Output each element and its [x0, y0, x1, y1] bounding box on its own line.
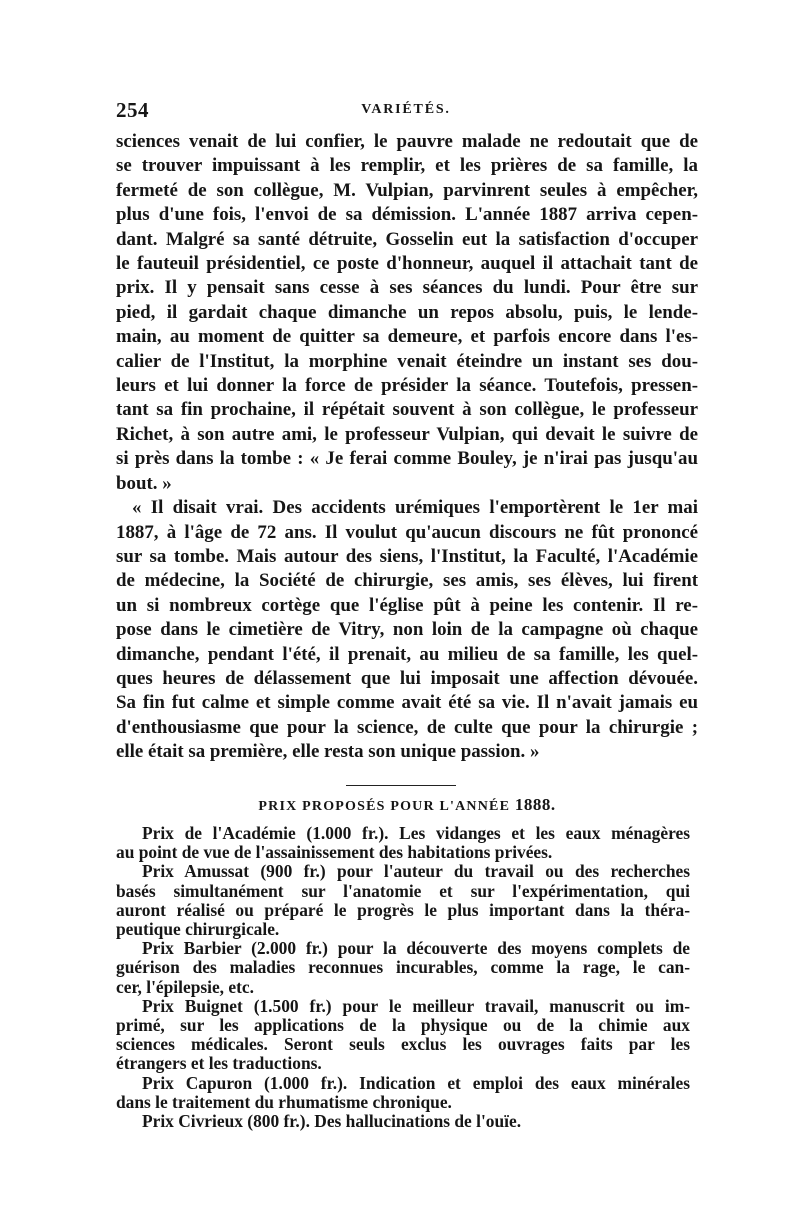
prize-line: sciences médicales. Seront seuls exclus les ouvrages faits par les — [116, 1034, 690, 1055]
text-line: dimanche, pendant l'été, il prenait, au milieu de sa famille, les quel- — [116, 643, 698, 665]
prize-line: Prix Buignet (1.500 fr.) pour le meilleur travail, manuscrit ou im- — [142, 995, 690, 1016]
prize-line: Prix Civrieux (800 fr.). Des hallucinations de l'ouïe. — [142, 1111, 522, 1132]
text-line: se trouver impuissant à les remplir, et les prières de sa famille, la — [116, 155, 698, 177]
prize-line: Prix de l'Académie (1.000 fr.). Les vidanges et les eaux ménagères — [142, 823, 690, 843]
text-line: calier de l'Institut, la morphine venait éteindre un instant ses dou- — [116, 350, 698, 372]
text-line: elle était sa première, elle resta son unique passion. » — [116, 741, 540, 763]
prize-line: primé, sur les applications de la physique ou de la chimie aux — [116, 1015, 690, 1036]
text-line: plus d'une fois, l'envoi de sa démission. L'année 1887 arriva cepen- — [116, 204, 698, 226]
text-line: prix. Il y pensait sans cesse à ses séances du lundi. Pour être sur — [116, 277, 698, 299]
text-line: dant. Malgré sa santé détruite, Gosselin eut la satisfaction d'occuper — [116, 228, 698, 250]
text-line: Richet, à son autre ami, le professeur Vulpian, qui devait le suivre de — [116, 423, 698, 445]
text-line: Sa fin fut calme et simple comme avait été sa vie. Il n'avait jamais eu — [116, 692, 698, 714]
body-text — [116, 130, 698, 765]
text-line: 1887, à l'âge de 72 ans. Il voulut qu'aucun discours ne fût prononcé — [116, 521, 698, 543]
text-line: ques heures de délassement que lui imposait une affection dévouée. — [116, 667, 698, 689]
text-line: si près dans la tombe : « Je ferai comme Bouley, je n'irai pas jusqu'au — [116, 448, 698, 470]
text-line: pose dans le cimetière de Vitry, non loin de la campagne où chaque — [116, 619, 698, 641]
prize-line: Prix Amussat (900 fr.) pour l'auteur du travail ou des recherches — [142, 861, 690, 882]
section-title-text: PRIX PROPOSÉS POUR L'ANNÉE — [258, 799, 511, 814]
text-line: fermeté de son collègue, M. Vulpian, parvinrent seules à empêcher, — [116, 179, 698, 201]
prize-line: guérison des maladies reconnues incurables, comme la rage, le can- — [116, 957, 690, 978]
text-line: main, au moment de quitter sa demeure, et parfois encore dans l'es- — [116, 326, 698, 348]
text-line: tant sa fin prochaine, il répétait souvent à son collègue, le professeur — [116, 399, 698, 421]
text-line: sciences venait de lui confier, le pauvre malade ne redoutait que de — [116, 131, 698, 152]
prize-line: cer, l'épilepsie, etc. — [116, 976, 254, 997]
section-divider — [346, 785, 456, 786]
text-line: leurs et lui donner la force de présider la séance. Toutefois, pressen- — [116, 375, 698, 397]
prize-line: peutique chirurgicale. — [116, 919, 280, 940]
text-line: bout. » — [116, 472, 172, 494]
text-line: sur sa tombe. Mais autour des siens, l'Institut, la Faculté, l'Académie — [116, 545, 698, 567]
text-line: le fauteuil présidentiel, ce poste d'honneur, auquel il attachait tant de — [116, 253, 698, 275]
section-title-year: 1888. — [514, 795, 556, 814]
page-number: 254 — [116, 98, 149, 122]
text-line: « Il disait vrai. Des accidents urémiques l'emportèrent le 1er mai — [132, 497, 698, 519]
running-head: VARIÉTÉS. — [361, 102, 451, 117]
prize-line: Prix Barbier (2.000 fr.) pour la découverte des moyens complets de — [142, 938, 690, 959]
prize-list — [116, 824, 690, 1131]
text-line: d'enthousiasme que pour la science, de culte que pour la chirurgie ; — [116, 716, 698, 738]
text-line: pied, il gardait chaque dimanche un repos absolu, puis, le lende- — [116, 301, 698, 323]
prize-line: auront réalisé ou préparé le progrès le plus important dans la théra- — [116, 899, 690, 920]
prize-line: étrangers et les traductions. — [116, 1053, 322, 1074]
prize-line: dans le traitement du rhumatisme chronique. — [116, 1091, 452, 1112]
text-line: de médecine, la Société de chirurgie, ses amis, ses élèves, lui firent — [116, 570, 698, 592]
prize-line: basés simultanément sur l'anatomie et sur l'expérimentation, qui — [116, 880, 690, 901]
prize-line: au point de vue de l'assainissement des habitations privées. — [116, 842, 553, 863]
section-title — [116, 795, 698, 815]
text-line: un si nombreux cortège que l'église pût à peine les contenir. Il re- — [116, 594, 698, 616]
page-header — [116, 96, 696, 126]
prize-line: Prix Capuron (1.000 fr.). Indication et emploi des eaux minérales — [142, 1072, 690, 1093]
